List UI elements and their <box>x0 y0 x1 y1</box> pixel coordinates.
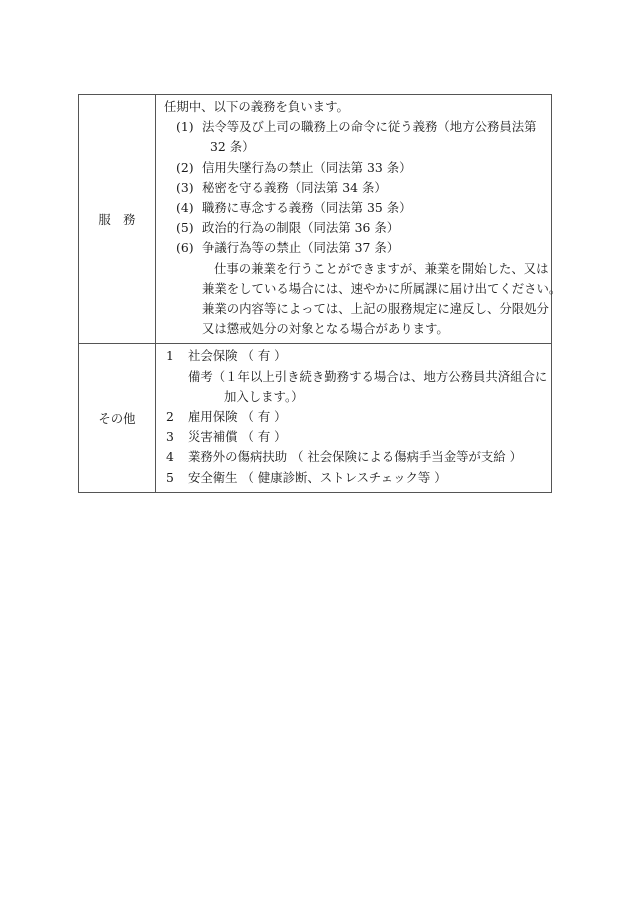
other-item <box>162 407 547 427</box>
duty-text: 法令等及び上司の職務上の命令に従う義務（地方公務員法第 <box>202 119 537 135</box>
employment-conditions-table <box>78 94 562 493</box>
other-item <box>162 346 547 366</box>
duty-text: 職務に専念する義務（同法第 35 条） <box>202 200 412 216</box>
duty-item <box>162 178 547 198</box>
other-item-text: 安全衛生 （ 健康診断、ストレスチェック等 ） <box>188 469 447 485</box>
duty-text: 争議行為等の禁止（同法第 37 条） <box>202 240 400 256</box>
other-row <box>79 344 552 492</box>
service-label: 服 務 <box>98 212 136 228</box>
other-item-text: 社会保険 （ 有 ） <box>188 348 287 364</box>
duty-number: (6) <box>176 240 194 256</box>
other-item <box>162 447 547 467</box>
other-item-number: 1 <box>166 348 174 364</box>
other-item-text: 雇用保険 （ 有 ） <box>188 409 287 425</box>
service-label-cell <box>79 95 156 344</box>
other-item <box>162 427 547 447</box>
service-row <box>79 95 552 344</box>
other-item-number: 3 <box>166 429 174 445</box>
side-job-note-line: 又は懲戒処分の対象となる場合があります。 <box>202 321 449 337</box>
duty-item <box>162 198 547 218</box>
duty-number: (4) <box>176 200 194 216</box>
duty-item <box>162 117 547 137</box>
duty-text: 信用失墜行為の禁止（同法第 33 条） <box>202 159 412 175</box>
other-item-text: 業務外の傷病扶助 （ 社会保険による傷病手当金等が支給 ） <box>188 449 522 465</box>
side-job-note-line: 仕事の兼業を行うことができますが、兼業を開始した、又は <box>214 260 549 276</box>
service-content-cell <box>156 95 562 344</box>
side-job-note-line: 兼業の内容等によっては、上記の服務規定に違反し、分限処分 <box>202 301 549 317</box>
other-item-number: 2 <box>166 409 174 425</box>
duty-text-continuation: 32 条） <box>210 139 255 155</box>
duty-item <box>162 238 547 258</box>
remark-line: 備考（１年以上引き続き勤務する場合は、地方公務員共済組合に <box>188 368 548 384</box>
duty-item <box>162 158 547 178</box>
duty-number: (3) <box>176 179 194 195</box>
other-item-number: 4 <box>166 449 174 465</box>
other-item <box>162 468 547 488</box>
duty-text: 政治的行為の制限（同法第 36 条） <box>202 220 400 236</box>
duty-number: (1) <box>176 119 194 135</box>
other-item-text: 災害補償 （ 有 ） <box>188 429 287 445</box>
remark-line-continuation: 加入します。） <box>224 388 304 404</box>
other-content-cell <box>156 344 552 492</box>
duty-text: 秘密を守る義務（同法第 34 条） <box>202 179 387 195</box>
other-item-number: 5 <box>166 469 174 485</box>
duty-number: (5) <box>176 220 194 236</box>
duty-item <box>162 218 547 238</box>
other-label-cell <box>79 344 156 492</box>
service-intro: 任期中、以下の義務を負います。 <box>164 99 349 114</box>
duty-number: (2) <box>176 159 194 175</box>
other-label: その他 <box>98 411 136 427</box>
side-job-note-line: 兼業をしている場合には、速やかに所属課に届け出てください。 <box>202 280 562 296</box>
